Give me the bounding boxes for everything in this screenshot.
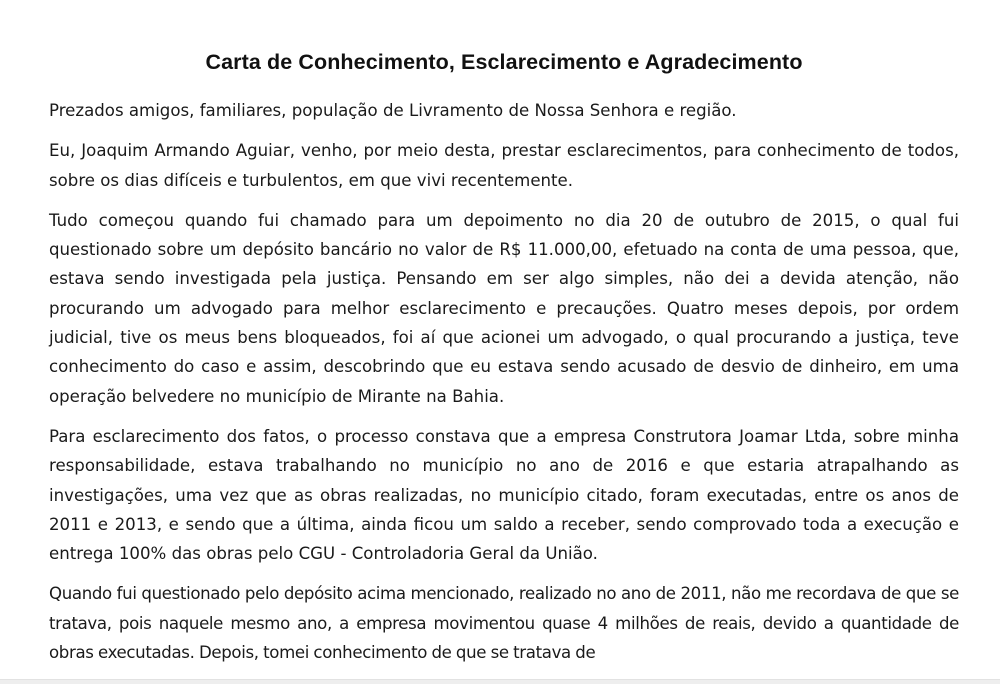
paragraph-deposit-question: Quando fui questionado pelo depósito acima mencionado, realizado no ano de 2011, não me recordava de que se tratava, pois naquele mesmo ano, a empresa movimentou quase 4 milhões de reais, devido a quantidade de obras executadas. Depois, tomei conhecimento de que se tratava de xyxy=(49,584,959,663)
document-body xyxy=(49,96,959,678)
page-bottom-edge xyxy=(0,679,1000,684)
paragraph-introduction: Eu, Joaquim Armando Aguiar, venho, por meio desta, prestar esclarecimentos, para conhecimento de todos, sobre os dias difíceis e turbulentos, em que vivi recentemente. xyxy=(49,141,959,190)
paragraph-background: Tudo começou quando fui chamado para um depoimento no dia 20 de outubro de 2015, o qual fui questionado sobre um depósito bancário no valor de R$ 11.000,00, efetuado na conta de uma pessoa, que, estava sendo investigada pela justiça. Pensando em ser algo simples, não dei a devida atenção, não procurando um advogado para melhor esclarecimento e precauções. Quatro meses depois, por ordem judicial, tive os meus bens bloqueados, foi aí que acionei um advogado, o qual procurando a justiça, teve conhecimento do caso e assim, descobrindo que eu estava sendo acusado de desvio de dinheiro, em uma operação belvedere no município de Mirante na Bahia. xyxy=(49,210,959,406)
document-title: Carta de Conhecimento, Esclarecimento e Agradecimento xyxy=(205,50,803,74)
paragraph-greeting: Prezados amigos, familiares, população de Livramento de Nossa Senhora e região. xyxy=(49,101,737,120)
paragraph-clarification: Para esclarecimento dos fatos, o processo constava que a empresa Construtora Joamar Ltda, sobre minha responsabilidade, estava trabalhando no município no ano de 2016 e que estaria atrapalhando as investigações, uma vez que as obras realizadas, no município citado, foram executadas, entre os anos de 2011 e 2013, e sendo que a última, ainda ficou um saldo a receber, sendo comprovado toda a execução e entrega 100% das obras pelo CGU - Controladoria Geral da União. xyxy=(49,426,959,564)
